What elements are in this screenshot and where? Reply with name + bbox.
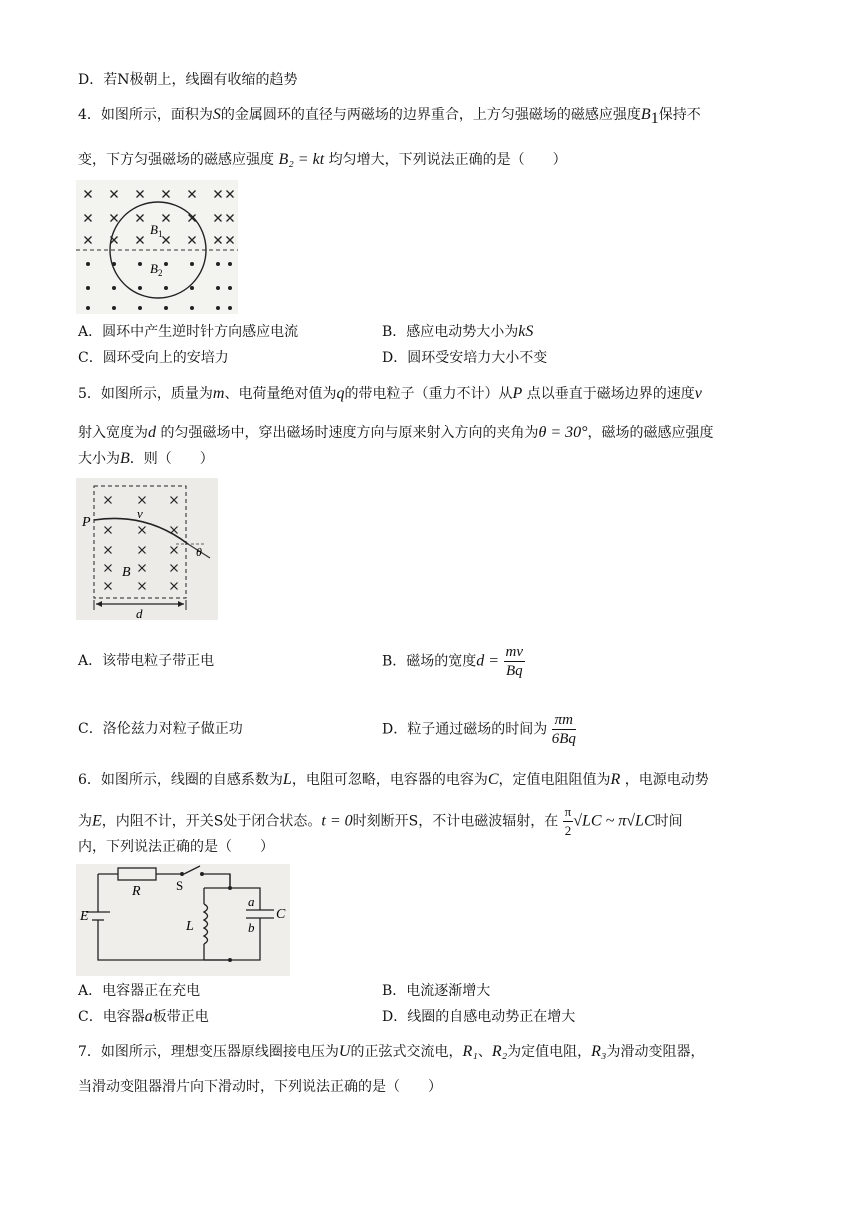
q5-label-p: P [82,515,91,530]
q4-stem-line1: 4．如图所示，面积为S的金属圆环的直径与两磁场的边界重合，上方匀强磁场的磁感应强度$B_1$保持不 [78,106,701,127]
q7-stem-line1: 7．如图所示，理想变压器原线圈接电压为U的正弦式交流电，R₁、R₂为定值电阻，R₃为滑动变阻器， [78,1043,705,1060]
q6-label-b: b [248,920,255,935]
q6-stem-line3: 内，下列说法正确的是（ ） [78,839,274,855]
field-out-of-page-mark [86,286,90,290]
q4-option-a: A．圆环中产生逆时针方向感应电流 [78,324,299,340]
q5-option-b-fraction: $\frac{mv}{Bq}$ [505,644,524,679]
q4-label-b1: $B_1$ [150,222,163,239]
field-out-of-page-mark [216,286,220,290]
q7-stem-line2: 当滑动变阻器滑片向下滑动时，下列说法正确的是（ ） [78,1079,442,1095]
q4-option-d: D．圆环受安培力大小不变 [382,350,548,366]
q6-option-d: D．线圈的自感电动势正在增大 [382,1009,576,1025]
q5-label-v: v [137,506,143,521]
field-out-of-page-mark [164,286,168,290]
q5-stem-line1: 5．如图所示，质量为m、电荷量绝对值为q的带电粒子（重力不计）从P 点以垂直于磁场边界的速度v [78,385,702,402]
q5-figure [76,478,218,620]
field-out-of-page-mark [138,286,142,290]
q5-label-theta: θ [196,545,202,559]
q6-label-e: E [80,909,89,924]
field-out-of-page-mark [138,306,142,310]
field-out-of-page-mark [216,306,220,310]
q4-figure [76,180,238,314]
q6-label-a: a [248,894,255,909]
q5-option-c: C．洛伦兹力对粒子做正功 [78,721,243,737]
field-out-of-page-mark [86,262,90,266]
q5-option-d-fraction: $\frac{\pi m}{6Bq}$ [551,712,576,747]
q5-option-b: B．磁场的宽度d = $\frac{mv}{Bq}$ [382,644,524,679]
field-out-of-page-mark [190,286,194,290]
q5-option-d: D．粒子通过磁场的时间为 $\frac{\pi m}{6Bq}$ [382,712,576,747]
field-out-of-page-mark [112,286,116,290]
q4-stem-line2: 变，下方匀强磁场的磁感应强度 B₂ = kt 均匀增大，下列说法正确的是（ ） [78,151,567,168]
field-out-of-page-mark [164,306,168,310]
q5-label-b: B [122,565,131,580]
field-out-of-page-mark [228,306,232,310]
q6-range-fraction: $\frac{\pi}{2}$ [564,804,572,838]
q4-label-b2: $B_2$ [150,261,163,278]
q6-stem-line2: 为E，内阻不计，开关S处于闭合状态。t = 0时刻断开S，不计电磁波辐射，在 $\frac{\pi}{2}$ √LC ~ π√LC时间 [78,804,683,838]
q5-option-a: A．该带电粒子带正电 [78,653,215,669]
q6-option-c: C．电容器a板带正电 [78,1008,209,1025]
q5-stem-line3: 大小为B．则（ ） [78,450,214,467]
q4-option-c: C．圆环受向上的安培力 [78,350,229,366]
q5-label-d: d [136,606,143,620]
field-out-of-page-mark [190,306,194,310]
q6-stem-line1: 6．如图所示，线圈的自感系数为L，电阻可忽略，电容器的电容为C，定值电阻阻值为R ，电源电动势 [78,771,709,788]
field-out-of-page-mark [112,306,116,310]
field-out-of-page-mark [228,262,232,266]
q6-option-a: A．电容器正在充电 [78,983,201,999]
field-out-of-page-mark [138,262,142,266]
q6-label-r: R [132,884,141,899]
field-out-of-page-mark [86,306,90,310]
q6-label-s: S [176,878,184,893]
field-out-of-page-mark [190,262,194,266]
field-out-of-page-mark [216,262,220,266]
q3-option-d: D．若N极朝上，线圈有收缩的趋势 [78,72,298,88]
field-out-of-page-mark [228,286,232,290]
q4-option-b: B．感应电动势大小为kS [382,323,534,340]
q6-label-c: C [276,907,286,922]
q6-label-l: L [186,919,194,934]
q6-option-b: B．电流逐渐增大 [382,983,491,999]
q6-figure [76,864,290,976]
q5-stem-line2: 射入宽度为d 的匀强磁场中，穿出磁场时速度方向与原来射入方向的夹角为θ = 30°，磁场的磁感应强度 [78,424,714,441]
field-out-of-page-mark [164,262,168,266]
